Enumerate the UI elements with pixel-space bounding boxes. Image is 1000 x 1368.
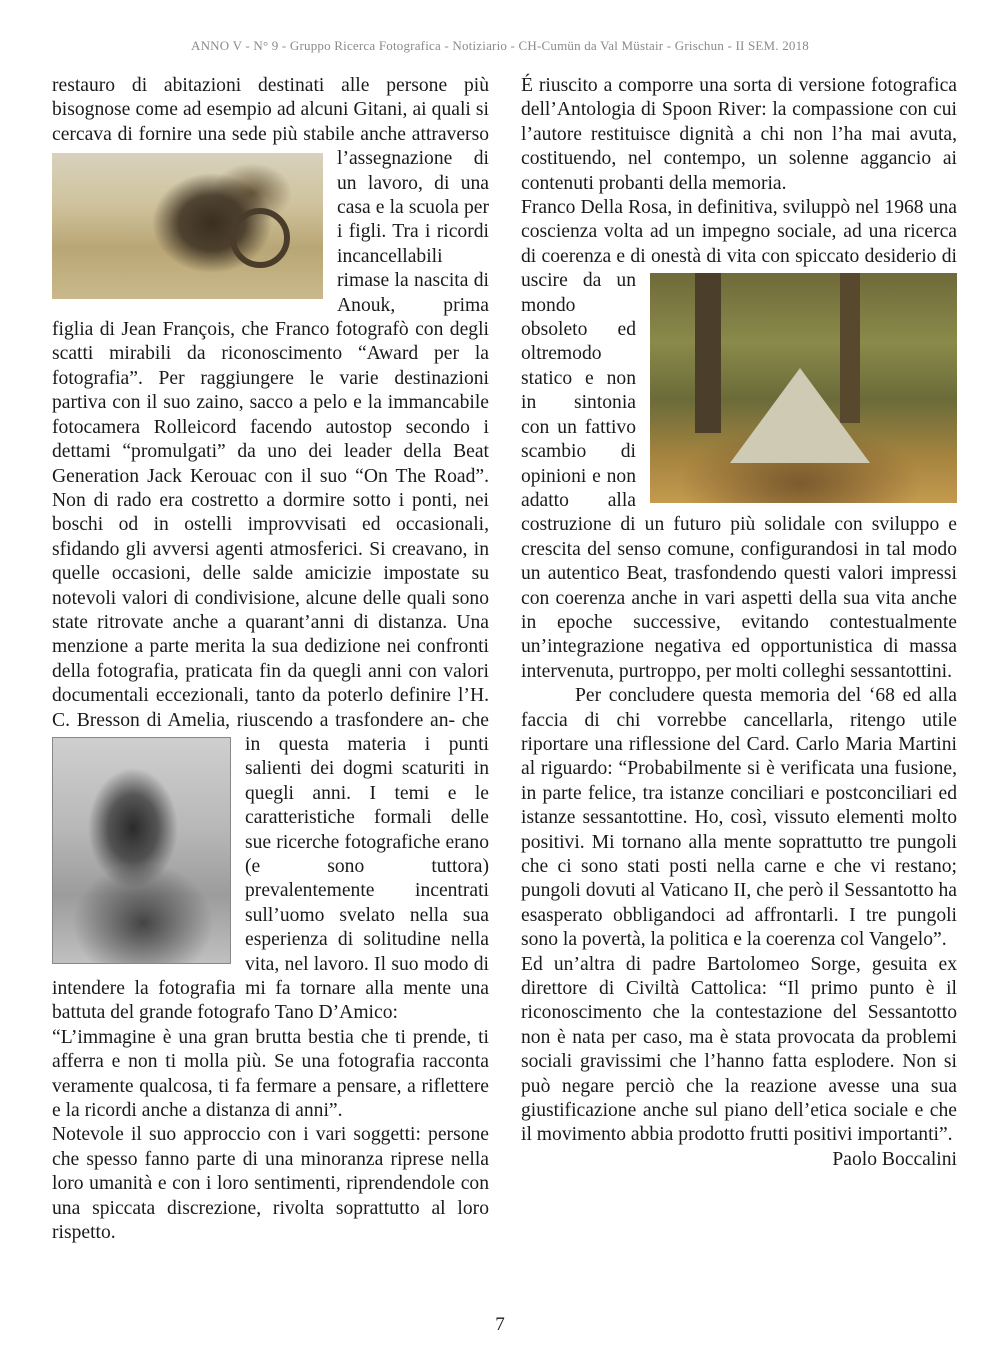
paragraph-text: attraverso l’assegnazione di un lavoro, di una casa e la scuola per i figli. Tra i ricordi incancellabili rimase la nascita di Anouk, prima figlia di Jean François, che Franco fotografò con degli scatti mirabili da riconoscimento “Award per la fotografia”. Per raggiungere le varie destinazioni partiva con il suo zaino, sacco a pelo e la immancabile fotocamera Rolleicord facendo autostop secondo i dettami “promulgati” da uno dei leader della Beat Generation Jack Kerouac con il suo “On The Road”. Non di rado era costretto a dormire sotto i ponti, nei boschi od in ostelli improvvisati ed occasionali, sfidando gli avversi agenti atmosferici. Si creavano, in quelle occasioni, delle salde amicizie impostate su notevoli valori di condivisione, alcune delle quali sono state ritrovate anche a quarant’anni di distanza. Una menzione a parte merita la sua dedizione nei confronti della fotografia, praticata fin da quegli anni con valori documentali eccezionali, tanto da poterlo definire l’H. C. Bresson di Amelia, riuscendo a trasfondere an- [52, 123, 489, 731]
wheelbarrow-shape [230, 208, 290, 268]
tent-shape [730, 368, 870, 463]
author-signature: Paolo Boccalini [832, 1148, 957, 1170]
paragraph-text: Franco Della Rosa, in definitiva, sviluppò nel 1968 una coscienza volta ad un impegno sociale, ad una ricerca di coerenza e di onestà di vita con spiccato [521, 197, 957, 267]
paragraph-text: restauro di abitazioni destinati alle persone più bisognose come ad esempio ad alcuni Gitani, ai quali si cercava di fornire una sede più stabile anche [52, 75, 489, 145]
tree-trunk [695, 273, 721, 433]
paragraph: Ed un’altra di padre Bartolomeo Sorge, gesuita ex direttore di Civiltà Cattolica: “Il primo punto è il riconoscimento che la contestazione del Sessantotto non è nata per caso, ma è stata provocata da problemi sociali gravissimi che l’hanno fatta esplodere. Non si può negare perciò che la reazione avesse una sua giustificazione anche sul piano dell’etica sociale e che il movimento abbia prodotto frutti positivi importanti”. [521, 953, 957, 1146]
photo-worker-wheelbarrow [52, 153, 323, 299]
paragraph-text: desiderio di uscire da un mondo obsoleto ed oltremodo statico e non in sintonia con un fattivo scambio di opinioni e non adatto alla costruzione di un futuro più solidale con sviluppo e crescita del senso comune, configurandosi in tal modo un autentico Beat, trasfondendo questi valori impressi con coerenza anche in vari aspetti della sua vita anche in epoche successive, evitando contestualmente un’integrazione negativa ed opportunistica di massa intervenuta, purtroppo, per molti colleghi sessantottini. [521, 245, 957, 682]
paragraph: É riuscito a comporre una sorta di versione fotografica dell’Antologia di Spoon River: la compassione con cui l’autore restituisce dignità a chi non l’ha mai avuta, costituendo, nel contempo, un solenne aggancio ai contenuti probanti della memoria. [521, 75, 957, 194]
paragraph-text: che in questa materia i punti salienti dei dogmi scaturiti in quegli anni. I temi e le caratteristiche formali delle sue ricerche fotografiche erano (e sono tuttora) prevalentemente incentrati sull’uomo svelato nella sua esperienza di solitudine nella vita, nel lavoro. Il suo modo di intendere la fotografia mi fa tornare alla mente una battuta del grande fotografo Tano D’Amico: [52, 709, 489, 1024]
paragraph: Per concludere questa memoria del ‘68 ed alla faccia di chi vorrebbe cancellarla, ritengo utile riportare una riflessione del Card. Carlo Maria Martini al riguardo: “Probabilmente si è verificata una fusione, in parte felice, tra istanze conciliari e postconciliari ed istanze sessantottine. Ho, così, vissuto elementi molto positivi. Mi tornano alla mente soprattutto tre pungoli che ci sono stati posti nella carne e che vi restano; pungoli dovuti al Vaticano II, che però il Sessantotto ha esasperato obbligandoci ad affrontarli. I tre pungoli sono la povertà, la politica e la coerenza col Vangelo”. [521, 685, 957, 951]
paragraph: Notevole il suo approccio con i vari soggetti: persone che spesso fanno parte di una minoranza riprese nella loro umanità e con i loro sentimenti, riprendendole con una spiccata discrezione, rivolta soprattutto al loro rispetto. [52, 1124, 489, 1244]
running-header: ANNO V - N° 9 - Gruppo Ricerca Fotografica - Notiziario - CH-Cumün da Val Müstair - Grischun - II SEM. 2018 [191, 38, 809, 53]
quote-paragraph: “L’immagine è una gran brutta bestia che ti prende, ti afferra e non ti molla più. Se una fotografia racconta veramente qualcosa, ti fa fermare a pensare, a riflettere e la ricordi anche a distanza di anni”. [52, 1026, 489, 1122]
photo-tent-in-woods [650, 273, 957, 503]
photo-mother-child [52, 737, 231, 964]
page-number: 7 [495, 1314, 505, 1335]
right-column [521, 74, 957, 1172]
paragraph [52, 74, 489, 1026]
left-column [52, 74, 489, 1246]
paragraph [521, 196, 957, 684]
